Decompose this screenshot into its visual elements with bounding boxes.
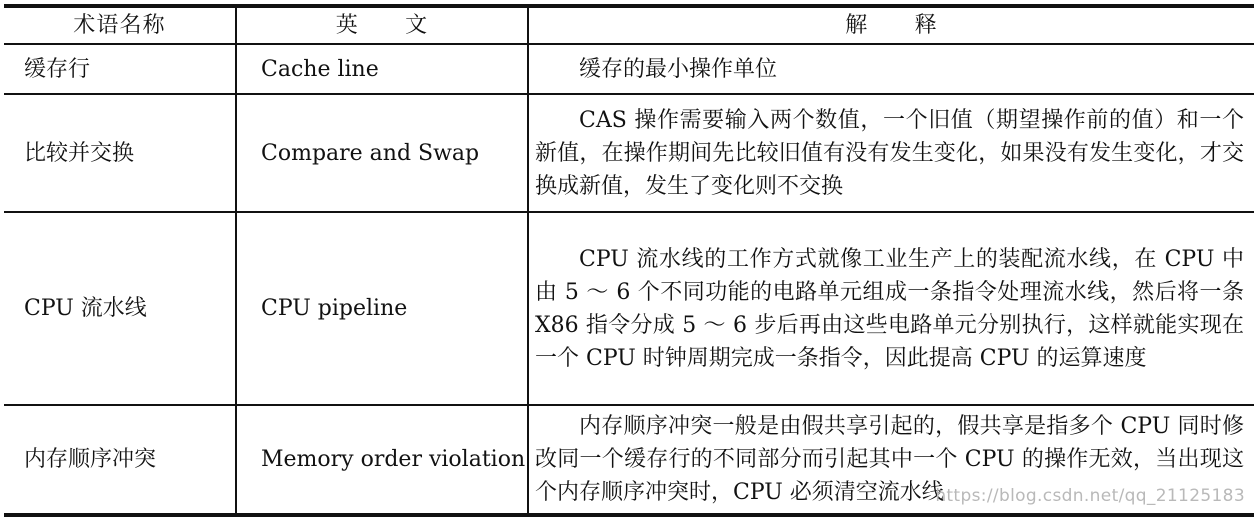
header-english: 英 文 [236,6,528,44]
term-cell: 比较并交换 [24,140,135,166]
source-watermark: https://blog.csdn.net/qq_21125183 [935,486,1245,506]
term-cell: 缓存行 [24,56,91,82]
term-cell: CPU 流水线 [24,296,147,321]
table-row [4,44,1254,94]
explanation-text: 内存顺序冲突一般是由假共享引起的，假共享是指多个 CPU 同时修改同一个缓存行的不同部分而引起其中一个 CPU 的操作无效，当出现这个内存顺序冲突时，CPU 必须清空流水线 [535,414,1244,505]
english-cell: Compare and Swap [236,94,528,212]
table-row [4,94,1254,212]
english-cell: CPU pipeline [236,212,528,405]
explanation-cell [528,94,1254,212]
table-header-row [4,6,1254,44]
explanation-text: 缓存的最小操作单位 [579,56,778,82]
english-cell: Cache line [236,44,528,94]
explanation-text: CPU 流水线的工作方式就像工业生产上的装配流水线，在 CPU 中由 5 ～ 6 个不同功能的电路单元组成一条指令处理流水线，然后将一条 X86 指令分成 5 ～ 6 步后再由这些电路单元分别执行，这样就能实现在一个 CPU 时钟周期完成一条指令，因此提高 CPU 的运算速度 [535,246,1244,371]
header-explanation: 解 释 [528,6,1254,44]
explanation-cell [528,212,1254,405]
explanation-cell [528,44,1254,94]
explanation-text: CAS 操作需要输入两个数值，一个旧值（期望操作前的值）和一个新值，在操作期间先比较旧值有没有发生变化，如果没有发生变化，才交换成新值，发生了变化则不交换 [535,107,1244,199]
header-term: 术语名称 [73,13,166,38]
terminology-table [4,4,1254,517]
english-cell: Memory order violation [236,405,528,515]
term-cell: 内存顺序冲突 [24,447,157,472]
table-row [4,212,1254,405]
